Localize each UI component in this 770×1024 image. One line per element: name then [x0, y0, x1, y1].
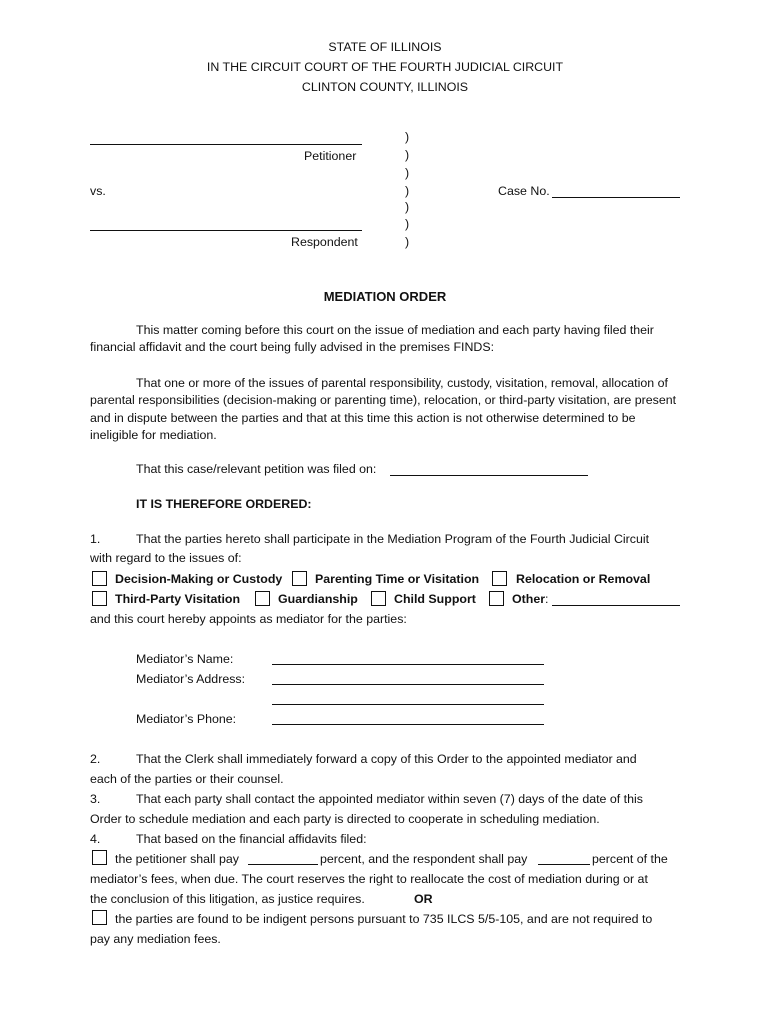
parenting-time-label: Parenting Time or Visitation — [315, 572, 480, 586]
document-title: MEDIATION ORDER — [323, 289, 447, 304]
respondent-percent-field[interactable] — [538, 864, 590, 865]
indigent-line2: pay any mediation fees. — [90, 932, 221, 946]
or-label: OR — [414, 892, 433, 906]
header-county: CLINTON COUNTY, ILLINOIS — [301, 80, 469, 94]
caption-paren: ) — [405, 166, 410, 180]
other-label — [512, 592, 549, 606]
mediator-phone-field[interactable] — [272, 724, 544, 725]
other-colon: : — [545, 592, 549, 606]
filed-on-field[interactable] — [390, 475, 588, 476]
caption-paren: ) — [405, 200, 410, 214]
fee-split-text-a: the petitioner shall pay — [115, 852, 239, 866]
caption-paren: ) — [405, 184, 410, 198]
case-no-label: Case No. — [498, 184, 550, 198]
decision-making-label: Decision-Making or Custody — [115, 572, 283, 586]
mediator-address-field[interactable] — [272, 684, 544, 685]
item3-text2: Order to schedule mediation and each party is directed to cooperate in scheduling mediation. — [90, 812, 600, 826]
fee-split-text-c: percent of the — [592, 852, 668, 866]
intro-paragraph: This matter coming before this court on the issue of mediation and each party having filed their financial affidavit and the court being fully advised in the premises FINDS: — [90, 323, 654, 355]
indigent-checkbox[interactable] — [92, 910, 107, 925]
header-state: STATE OF ILLINOIS — [328, 40, 442, 54]
mediator-name-field[interactable] — [272, 664, 544, 665]
parenting-time-checkbox[interactable] — [292, 571, 307, 586]
mediator-address-label: Mediator’s Address: — [136, 672, 246, 686]
petitioner-name-line[interactable] — [90, 144, 362, 145]
indigent-line1: the parties are found to be indigent persons pursuant to 735 ILCS 5/5-105, and are not required to — [115, 912, 653, 926]
respondent-name-line[interactable] — [90, 230, 362, 231]
filed-on-label: That this case/relevant petition was filed on: — [136, 462, 377, 476]
caption-paren: ) — [405, 130, 410, 144]
petitioner-percent-field[interactable] — [248, 864, 318, 865]
fee-split-line2: mediator’s fees, when due. The court reserves the right to reallocate the cost of mediation during or at — [90, 872, 648, 886]
child-support-checkbox[interactable] — [371, 591, 386, 606]
item1-number: 1. — [90, 532, 101, 546]
relocation-label: Relocation or Removal — [516, 572, 651, 586]
child-support-label: Child Support — [394, 592, 476, 606]
guardianship-checkbox[interactable] — [255, 591, 270, 606]
relocation-checkbox[interactable] — [492, 571, 507, 586]
ordered-heading: IT IS THEREFORE ORDERED: — [136, 497, 312, 511]
item1-text2: with regard to the issues of: — [90, 551, 242, 565]
item4-text: That based on the financial affidavits filed: — [136, 832, 367, 846]
third-party-visitation-checkbox[interactable] — [92, 591, 107, 606]
case-no-field[interactable] — [552, 197, 680, 198]
caption-paren: ) — [405, 217, 410, 231]
other-field[interactable] — [552, 605, 680, 606]
item2-text2: each of the parties or their counsel. — [90, 772, 284, 786]
fee-split-line3: the conclusion of this litigation, as justice requires. — [90, 892, 365, 906]
findings-paragraph: That one or more of the issues of parental responsibility, custody, visitation, removal, allocation of parental responsibilities (decision-making or parenting time), relocation, or third-party visitation, are present and in dispute between the parties and that at this time this action is not otherwise determined to be ineligible for mediation. — [90, 376, 677, 443]
fee-split-text-b: percent, and the respondent shall pay — [320, 852, 528, 866]
header-court: IN THE CIRCUIT COURT OF THE FOURTH JUDICIAL CIRCUIT — [206, 60, 564, 74]
item4-number: 4. — [90, 832, 101, 846]
item2-text: That the Clerk shall immediately forward a copy of this Order to the appointed mediator and — [136, 752, 637, 766]
caption-paren: ) — [405, 148, 410, 162]
item2-number: 2. — [90, 752, 101, 766]
item3-text: That each party shall contact the appointed mediator within seven (7) days of the date of this — [136, 792, 643, 806]
appoint-text: and this court hereby appoints as mediator for the parties: — [90, 612, 407, 626]
vs-label: vs. — [90, 184, 106, 198]
third-party-visitation-label: Third-Party Visitation — [115, 592, 241, 606]
guardianship-label: Guardianship — [278, 592, 358, 606]
item1-text: That the parties hereto shall participate in the Mediation Program of the Fourth Judicial Circuit — [136, 532, 650, 546]
decision-making-checkbox[interactable] — [92, 571, 107, 586]
other-checkbox[interactable] — [489, 591, 504, 606]
petitioner-label: Petitioner — [304, 149, 357, 163]
item3-number: 3. — [90, 792, 101, 806]
caption-paren: ) — [405, 235, 410, 249]
mediator-name-label: Mediator’s Name: — [136, 652, 234, 666]
fee-split-checkbox[interactable] — [92, 850, 107, 865]
other-label-text: Other — [512, 592, 546, 606]
respondent-label: Respondent — [291, 235, 358, 249]
mediator-address-field-2[interactable] — [272, 704, 544, 705]
mediator-phone-label: Mediator’s Phone: — [136, 712, 237, 726]
